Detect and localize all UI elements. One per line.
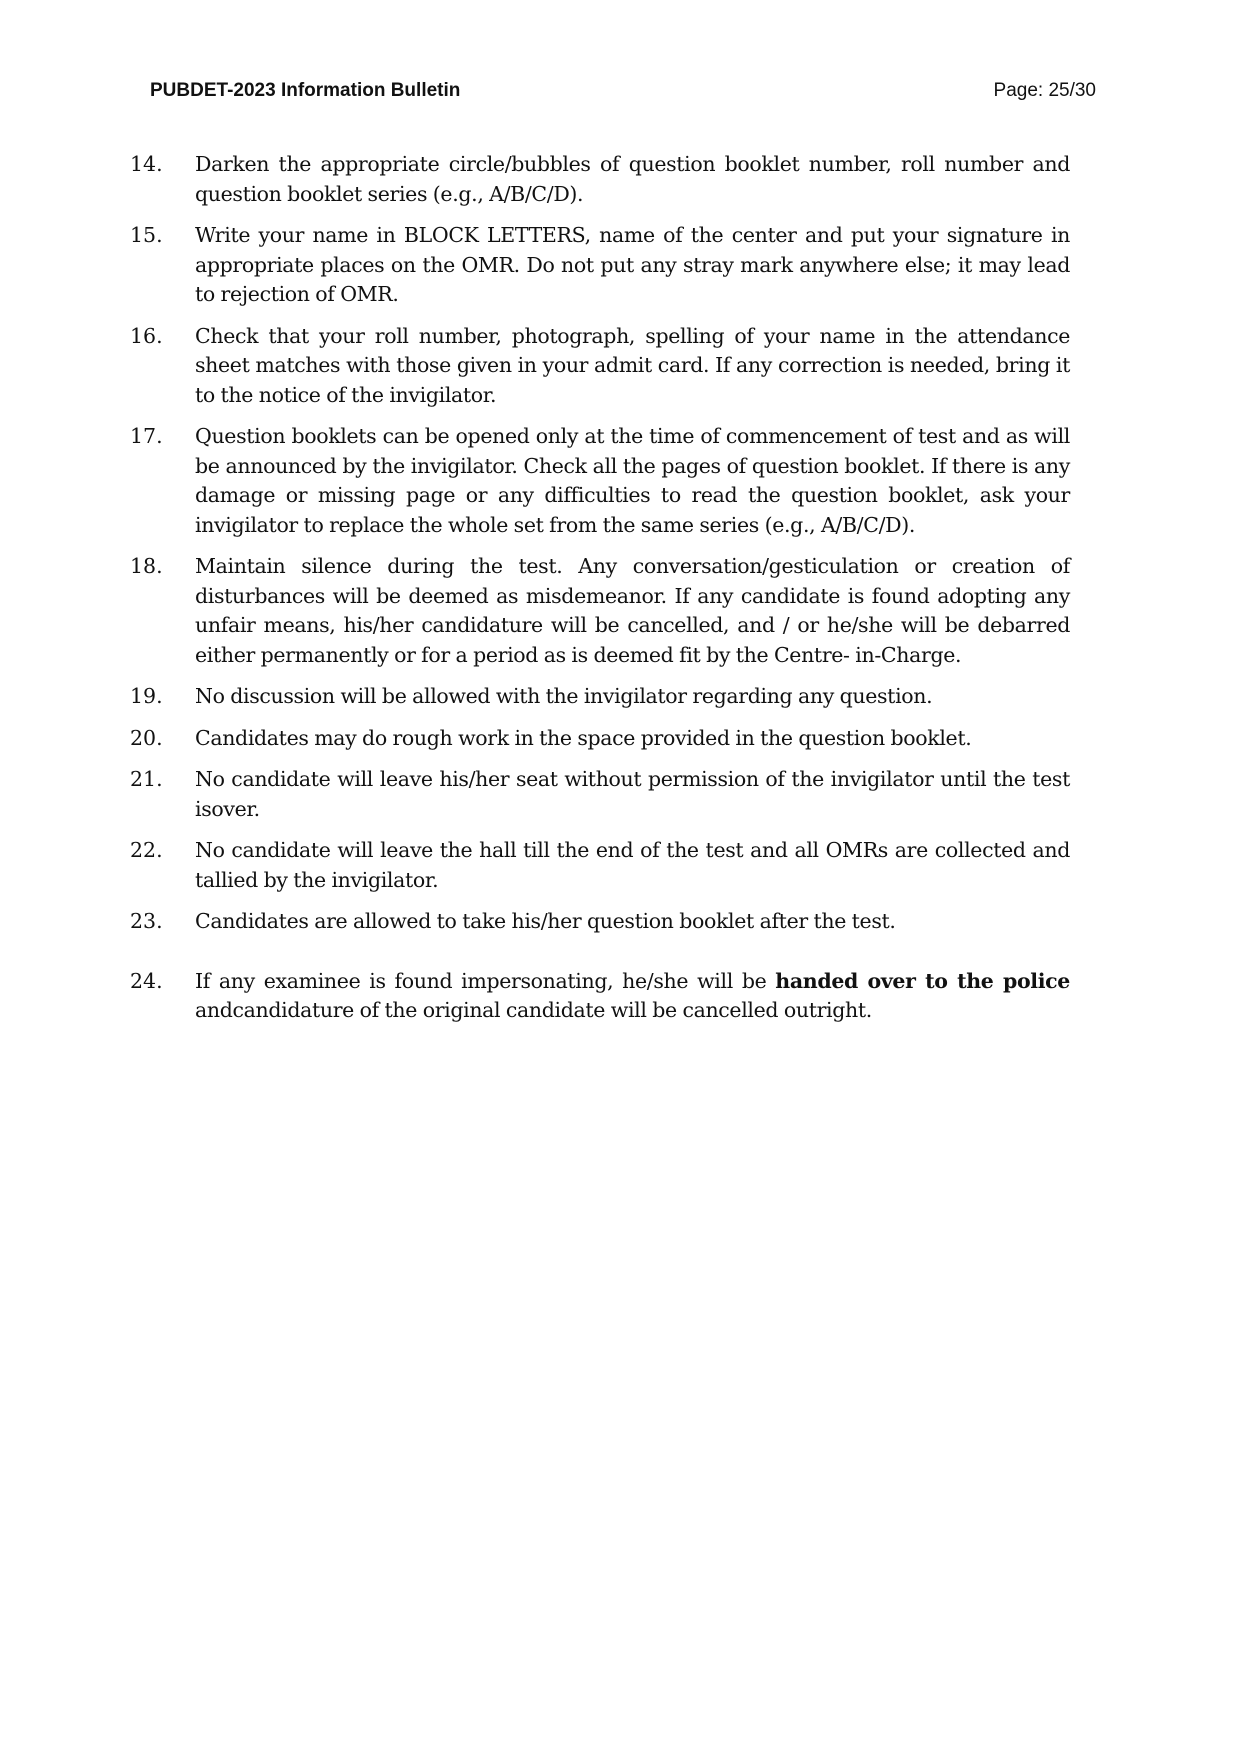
instruction-item xyxy=(130,552,1070,670)
document-title: PUBDET-2023 Information Bulletin xyxy=(150,80,461,101)
instruction-number: 16. xyxy=(130,323,163,348)
instruction-item xyxy=(130,150,1070,209)
instruction-number: 20. xyxy=(130,725,163,750)
instruction-text: No discussion will be allowed with the invigilator regarding any question. xyxy=(195,684,933,708)
instruction-item xyxy=(130,422,1070,540)
instruction-number: 22. xyxy=(130,838,163,862)
page-number: Page: 25/30 xyxy=(993,80,1096,101)
instruction-text: No candidate will leave the hall till the end of the test and all OMRs are collected and tallied by the invigilator. xyxy=(195,838,1070,892)
instruction-text-start: If any examinee is found impersonating, he/she will be xyxy=(195,968,776,993)
instruction-number: 17. xyxy=(130,424,163,448)
instruction-number: 21. xyxy=(130,767,163,791)
instruction-number: 14. xyxy=(130,152,163,176)
instruction-text: Check that your roll number, photograph, spelling of your name in the attendance sheet matches with those given in your admit card. If any correction is needed, bring it to the notice of the invigilator. xyxy=(195,323,1070,407)
instruction-item xyxy=(130,765,1070,824)
instruction-item xyxy=(130,967,1070,1026)
page-header xyxy=(150,80,1096,102)
instruction-number: 24. xyxy=(130,968,163,993)
instruction-text xyxy=(195,967,1070,1026)
instruction-number: 15. xyxy=(130,223,163,247)
instruction-item xyxy=(130,322,1070,411)
instruction-text: Question booklets can be opened only at the time of commencement of test and as will be announced by the invigilator. Check all the pages of question booklet. If there is any damage or missing page or any difficulties to read the question booklet, ask your invigilator to replace the whole set from the same series (e.g., A/B/C/D). xyxy=(195,424,1070,537)
instruction-text: Candidates are allowed to take his/her question booklet after the test. xyxy=(195,909,896,933)
instruction-number: 19. xyxy=(130,684,163,708)
instruction-number: 23. xyxy=(130,909,163,933)
instruction-text: Darken the appropriate circle/bubbles of question booklet number, roll number and question booklet series (e.g., A/B/C/D). xyxy=(195,152,1070,206)
instruction-list xyxy=(130,150,1070,1038)
instruction-text: Maintain silence during the test. Any conversation/gesticulation or creation of disturbances will be deemed as misdemeanor. If any candidate is found adopting any unfair means, his/her candidature will be cancelled, and / or he/she will be debarred either permanently or for a period as is deemed fit by the Centre- in-Charge. xyxy=(195,554,1070,667)
instruction-text-emphasis: handed over to the police xyxy=(775,968,1070,993)
instruction-item xyxy=(130,724,1070,754)
instruction-text-end: andcandidature of the original candidate will be cancelled outright. xyxy=(195,998,872,1022)
instruction-number: 18. xyxy=(130,554,163,578)
instruction-text: Write your name in BLOCK LETTERS, name of the center and put your signature in appropriate places on the OMR. Do not put any stray mark anywhere else; it may lead to rejection of OMR. xyxy=(195,223,1070,306)
instruction-text: Candidates may do rough work in the space provided in the question booklet. xyxy=(195,725,972,750)
instruction-item xyxy=(130,836,1070,895)
instruction-item xyxy=(130,682,1070,712)
instruction-item xyxy=(130,221,1070,310)
instruction-item xyxy=(130,907,1070,937)
instruction-text: No candidate will leave his/her seat without permission of the invigilator until the test isover. xyxy=(195,767,1070,821)
